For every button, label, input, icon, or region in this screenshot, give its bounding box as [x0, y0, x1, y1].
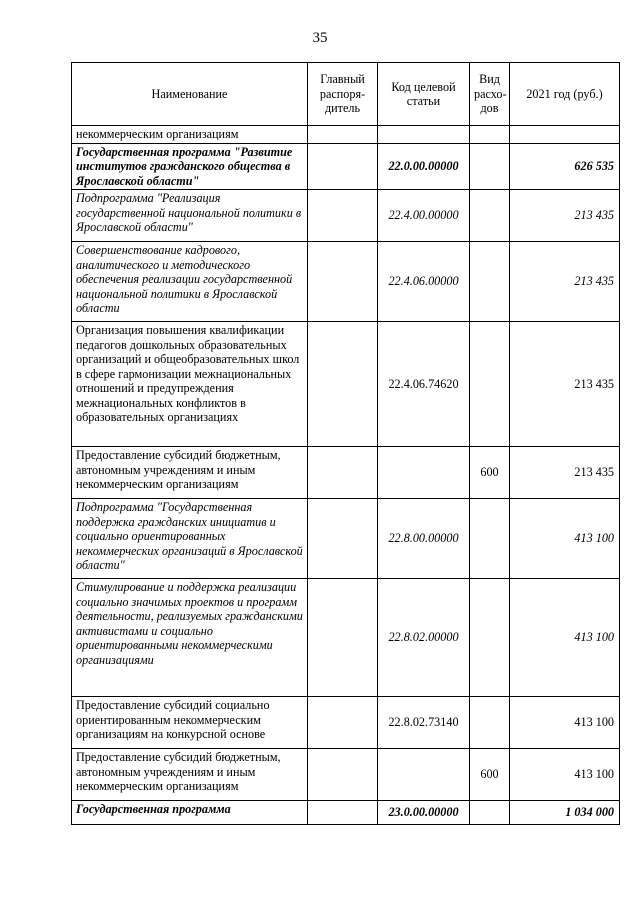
row-name-cell: Подпрограмма "Реализация государственной национальной политики в Ярославской области": [72, 190, 308, 242]
row-code-cell: 23.0.00.00000: [378, 801, 470, 825]
row-name-cell: Совершенствование кадрового, аналитического и методического обеспечения реализации государственной национальной политики в Ярославской области: [72, 242, 308, 322]
row-amount-cell: 626 535: [510, 143, 620, 190]
row-ministry-cell: [308, 242, 378, 322]
page-number: 35: [312, 30, 328, 46]
row-name-cell: Организация повышения квалификации педагогов дошкольных образовательных организаций и общеобразовательных школ в сфере гармонизации межнациональных отношений и предупреждения межнациональных конфликтов в образовательных организациях: [72, 322, 308, 447]
row-name-cell: некоммерческим организациям: [72, 126, 308, 144]
table-header-row: [72, 63, 620, 126]
table-row: [72, 801, 620, 825]
budget-table: [71, 62, 620, 825]
header-ministry: Главный распоря-дитель: [308, 63, 378, 126]
table-row: [72, 322, 620, 447]
table-row: [72, 190, 620, 242]
row-name-cell: Подпрограмма "Государственная поддержка гражданских инициатив и социально ориентированных некоммерческих организаций в Ярославской области": [72, 499, 308, 579]
row-type-cell: [470, 499, 510, 579]
row-name-cell: Стимулирование и поддержка реализации социально значимых проектов и программ деятельности, реализуемых гражданскими активистами и социально ориентированными некоммерческими организациями: [72, 579, 308, 697]
row-code-cell: 22.4.06.00000: [378, 242, 470, 322]
row-amount-cell: 413 100: [510, 499, 620, 579]
row-amount-cell: 1 034 000: [510, 801, 620, 825]
row-amount-cell: [510, 126, 620, 144]
row-code-cell: 22.8.00.00000: [378, 499, 470, 579]
table-row: [72, 697, 620, 749]
row-type-cell: [470, 143, 510, 190]
row-code-cell: 22.8.02.00000: [378, 579, 470, 697]
table-row: [72, 447, 620, 499]
row-ministry-cell: [308, 749, 378, 801]
table-row: [72, 126, 620, 144]
table-row: [72, 579, 620, 697]
row-type-cell: 600: [470, 447, 510, 499]
row-name-cell: Государственная программа: [72, 801, 308, 825]
row-name-cell: Предоставление субсидий бюджетным, автономным учреждениям и иным некоммерческим организациям: [72, 749, 308, 801]
row-amount-cell: 413 100: [510, 697, 620, 749]
header-amount: 2021 год (руб.): [510, 63, 620, 126]
row-ministry-cell: [308, 447, 378, 499]
row-amount-cell: 213 435: [510, 190, 620, 242]
row-ministry-cell: [308, 143, 378, 190]
row-amount-cell: 213 435: [510, 447, 620, 499]
row-code-cell: 22.4.06.74620: [378, 322, 470, 447]
row-amount-cell: 413 100: [510, 579, 620, 697]
table-row: [72, 242, 620, 322]
header-code: Код целевой статьи: [378, 63, 470, 126]
row-code-cell: 22.0.00.00000: [378, 143, 470, 190]
row-type-cell: [470, 801, 510, 825]
row-type-cell: [470, 190, 510, 242]
row-name-cell: Предоставление субсидий бюджетным, автономным учреждениям и иным некоммерческим организациям: [72, 447, 308, 499]
header-type: Вид расхо-дов: [470, 63, 510, 126]
row-amount-cell: 213 435: [510, 322, 620, 447]
table-row: [72, 749, 620, 801]
row-type-cell: [470, 242, 510, 322]
table-row: [72, 143, 620, 190]
row-type-cell: [470, 697, 510, 749]
row-ministry-cell: [308, 126, 378, 144]
table-row: [72, 499, 620, 579]
header-name: Наименование: [72, 63, 308, 126]
row-ministry-cell: [308, 322, 378, 447]
row-code-cell: 22.8.02.73140: [378, 697, 470, 749]
row-amount-cell: 213 435: [510, 242, 620, 322]
row-ministry-cell: [308, 579, 378, 697]
row-type-cell: [470, 579, 510, 697]
row-ministry-cell: [308, 697, 378, 749]
row-type-cell: 600: [470, 749, 510, 801]
row-code-cell: [378, 749, 470, 801]
row-type-cell: [470, 126, 510, 144]
row-name-cell: Предоставление субсидий социально ориентированным некоммерческим организациям на конкурсной основе: [72, 697, 308, 749]
row-ministry-cell: [308, 801, 378, 825]
row-name-cell: Государственная программа "Развитие институтов гражданского общества в Ярославской области": [72, 143, 308, 190]
row-amount-cell: 413 100: [510, 749, 620, 801]
row-code-cell: [378, 447, 470, 499]
row-type-cell: [470, 322, 510, 447]
row-ministry-cell: [308, 190, 378, 242]
row-code-cell: 22.4.00.00000: [378, 190, 470, 242]
row-ministry-cell: [308, 499, 378, 579]
row-code-cell: [378, 126, 470, 144]
